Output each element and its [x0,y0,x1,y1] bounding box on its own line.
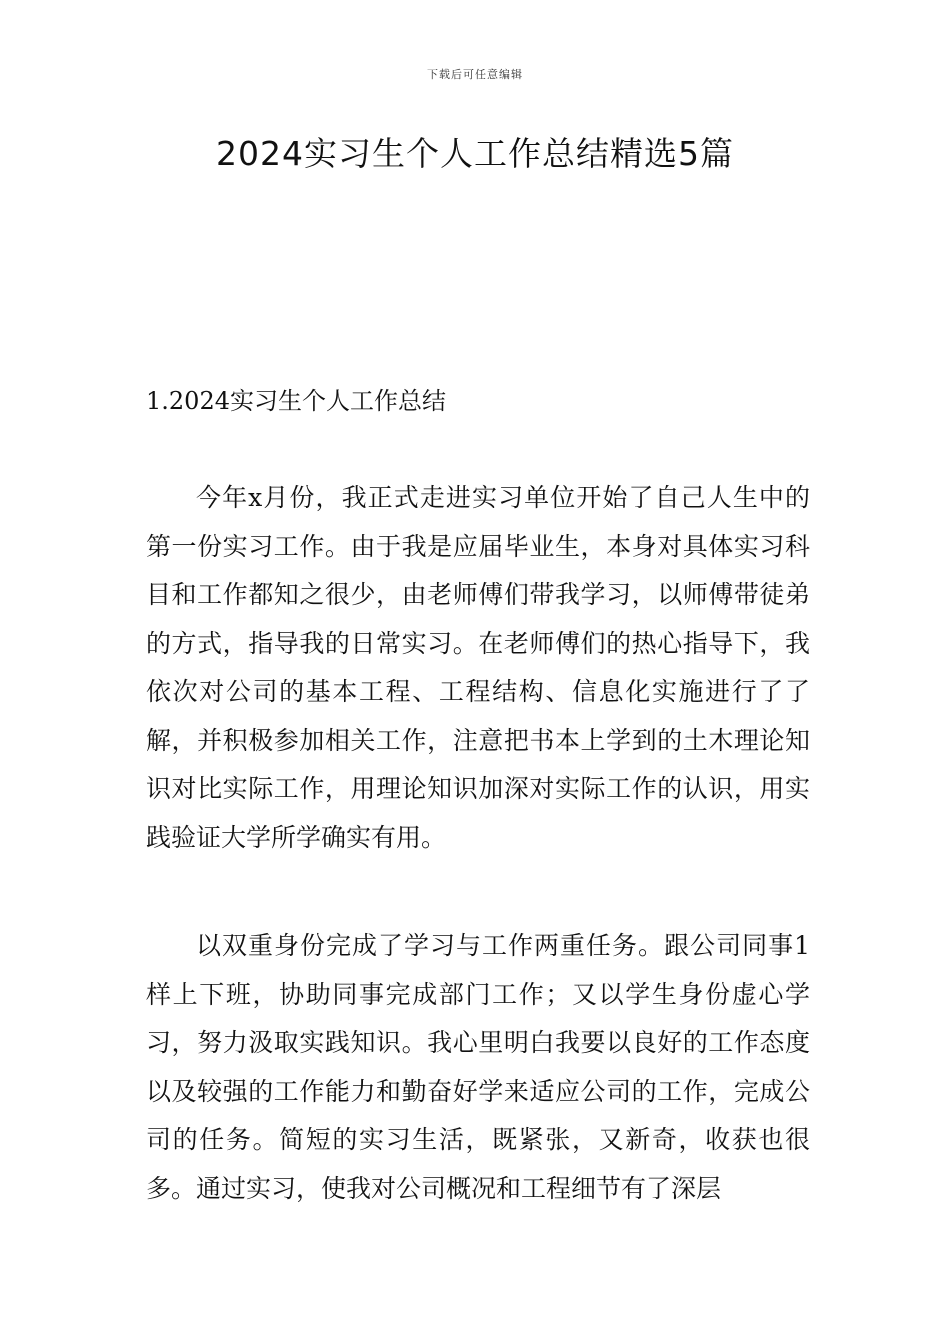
body-paragraph: 今年x月份，我正式走进实习单位开始了自己人生中的第一份实习工作。由于我是应届毕业生，本身对具体实习科目和工作都知之很少，由老师傅们带我学习，以师傅带徒弟的方式，指导我的日常实习。在老师傅们的热心指导下，我依次对公司的基本工程、工程结构、信息化实施进行了了解，并积极参加相关工作，注意把书本上学到的土木理论知识对比实际工作，用理论知识加深对实际工作的认识，用实践验证大学所学确实有用。 [146,483,810,852]
body-paragraph: 以双重身份完成了学习与工作两重任务。跟公司同事1样上下班，协助同事完成部门工作；又以学生身份虚心学习，努力汲取实践知识。我心里明白我要以良好的工作态度以及较强的工作能力和勤奋好学来适应公司的工作，完成公司的任务。简短的实习生活，既紧张，又新奇，收获也很多。通过实习，使我对公司概况和工程细节有了深层 [146,931,810,1203]
document-title: 2024实习生个人工作总结精选5篇 [216,134,734,173]
header-note: 下载后可任意编辑 [427,68,523,81]
section-heading: 1.2024实习生个人工作总结 [146,387,446,415]
